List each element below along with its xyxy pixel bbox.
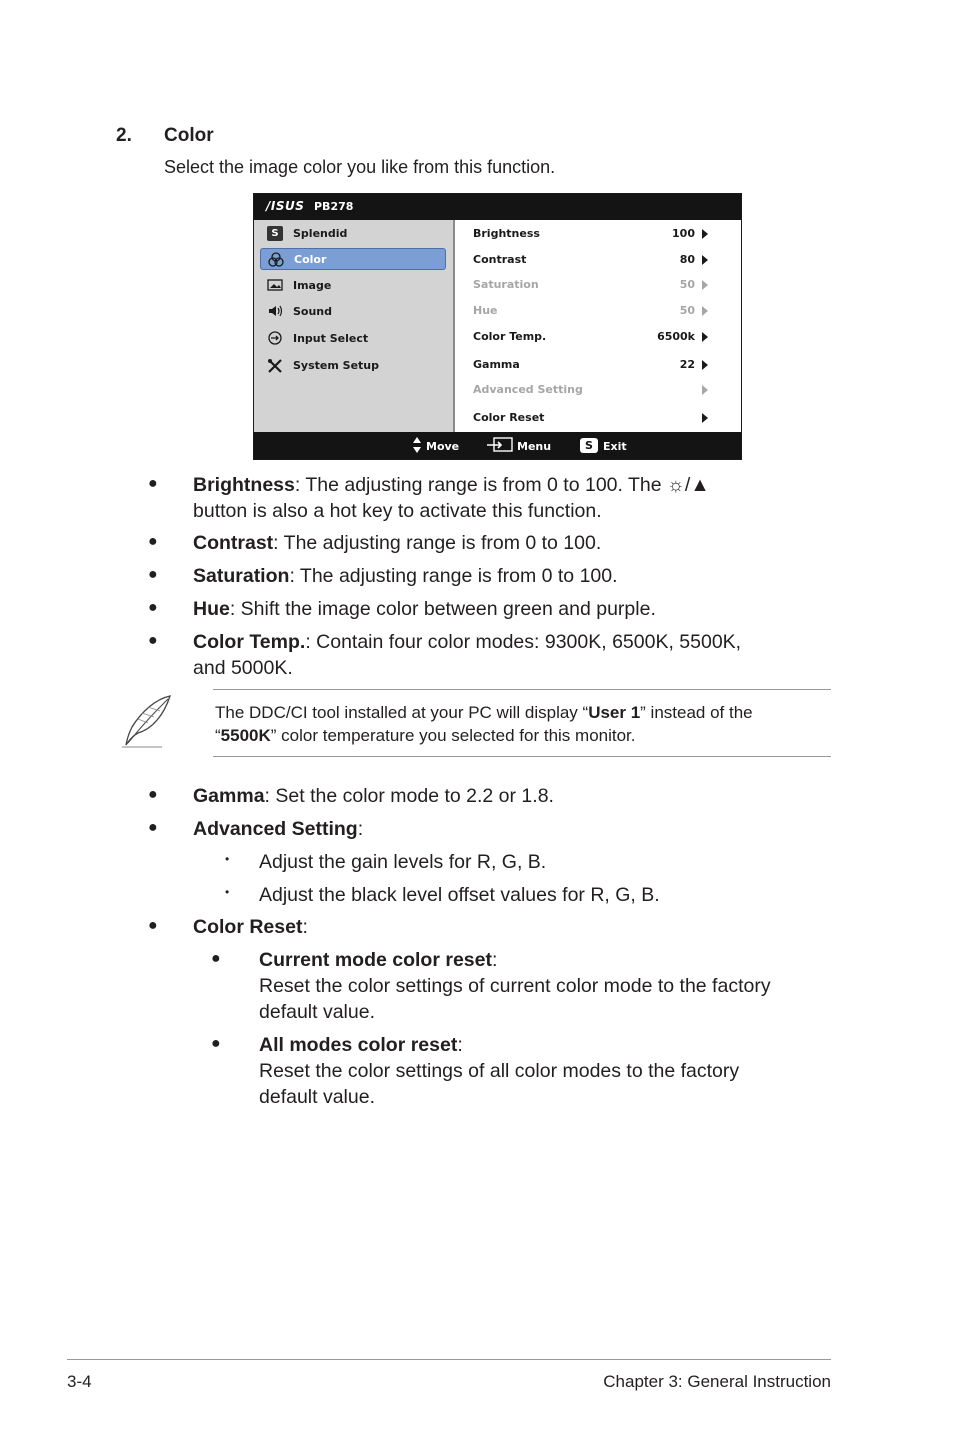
arrow-right-icon: [702, 360, 708, 370]
image-icon: [267, 278, 283, 293]
up-down-arrow-icon: [412, 436, 422, 457]
osd-model: PB278: [314, 200, 354, 213]
menu-item-splendid[interactable]: [260, 223, 446, 245]
menu-item-label: Splendid: [293, 227, 348, 240]
splendid-s-icon: S: [267, 226, 283, 241]
bullet-icon: ●: [211, 950, 221, 967]
bullet-all-modes-reset: All modes color reset: Reset the color settings of all color modes to the factory default value.: [259, 1034, 740, 1108]
speaker-icon: [267, 304, 283, 319]
section-intro: Select the image color you like from this function.: [164, 157, 556, 177]
bullet-hue: Hue: Shift the image color between green and purple.: [193, 598, 656, 620]
setting-advanced: [473, 381, 725, 399]
bullet-advanced-setting: Advanced Setting:: [193, 818, 364, 840]
sub-bullet-black-level: Adjust the black level offset values for R, G, B.: [259, 884, 660, 906]
term: Color Temp.: [193, 631, 306, 653]
color-wheel-icon: [268, 252, 284, 267]
menu-item-label: Input Select: [293, 332, 369, 345]
setting-label: Brightness: [473, 227, 540, 240]
bullet-icon: ●: [148, 632, 158, 649]
setting-value: 50: [679, 304, 695, 317]
bullet-current-mode-reset: Current mode color reset: Reset the color settings of current color mode to the factory default value.: [259, 949, 771, 1023]
osd-main-menu: [254, 220, 453, 432]
menu-enter-icon: [486, 437, 514, 456]
sub-bullet-gain: Adjust the gain levels for R, G, B.: [259, 851, 547, 873]
arrow-right-icon: [702, 413, 708, 423]
term: All modes color reset: [259, 1034, 458, 1056]
footer-menu: Menu: [517, 440, 552, 453]
bullet-contrast: Contrast: The adjusting range is from 0 to 100.: [193, 532, 602, 554]
term: Gamma: [193, 785, 265, 807]
setting-label: Saturation: [473, 278, 539, 291]
menu-item-label: System Setup: [293, 359, 379, 372]
osd-color-submenu: [455, 220, 741, 432]
exit-s-icon: S: [580, 438, 598, 453]
osd-footer: [254, 432, 741, 459]
setting-color-reset[interactable]: [473, 409, 725, 427]
setting-saturation: [473, 276, 725, 294]
setting-brightness[interactable]: [473, 225, 725, 243]
arrow-right-icon: [702, 255, 708, 265]
menu-item-sound[interactable]: [260, 301, 446, 323]
chapter-title: Chapter 3: General Instruction: [603, 1372, 831, 1391]
term: Current mode color reset: [259, 949, 492, 971]
setting-value: 50: [679, 278, 695, 291]
term: Brightness: [193, 474, 295, 496]
term: Saturation: [193, 565, 290, 587]
arrow-right-icon: [702, 280, 708, 290]
setting-gamma[interactable]: [473, 356, 725, 374]
bullet-icon: ●: [148, 475, 158, 492]
page-number: 3-4: [67, 1372, 92, 1391]
menu-item-image[interactable]: [260, 275, 446, 297]
bullet-color-temp: Color Temp.: Contain four color modes: 9300K, 6500K, 5500K, and 5000K.: [193, 631, 742, 679]
sub-bullet-icon: •: [225, 852, 230, 866]
footer-rule: [67, 1359, 831, 1360]
menu-item-label: Color: [294, 253, 327, 266]
arrow-right-icon: [702, 229, 708, 239]
term: Contrast: [193, 532, 274, 554]
bullet-saturation: Saturation: The adjusting range is from 0 to 100.: [193, 565, 618, 587]
setting-contrast[interactable]: [473, 251, 725, 269]
setting-value: 22: [679, 358, 695, 371]
brightness-hotkey-icon: ☼/▲: [667, 474, 710, 496]
osd-menu-screenshot: [253, 193, 742, 460]
setting-label: Color Temp.: [473, 330, 547, 343]
setting-value: 80: [679, 253, 695, 266]
bullet-icon: ●: [148, 533, 158, 550]
menu-item-label: Sound: [293, 305, 333, 318]
note-top-rule: [213, 689, 831, 690]
bullet-brightness: Brightness: The adjusting range is from 0 to 100. The ☼/▲ button is also a hot key to activate this function.: [193, 474, 710, 522]
setting-hue: [473, 302, 725, 320]
arrow-right-icon: [702, 332, 708, 342]
setting-label: Hue: [473, 304, 498, 317]
bullet-icon: ●: [148, 786, 158, 803]
term: Hue: [193, 598, 230, 620]
footer-exit: Exit: [603, 440, 627, 453]
bullet-icon: ●: [148, 819, 158, 836]
section-title: Color: [164, 125, 214, 146]
footer-move: Move: [426, 440, 460, 453]
menu-item-color[interactable]: [260, 248, 446, 270]
bullet-icon: ●: [211, 1035, 221, 1052]
setting-label: Color Reset: [473, 411, 545, 424]
input-select-icon: [267, 331, 283, 346]
setting-value: 6500k: [657, 330, 695, 343]
note-bottom-rule: [213, 756, 831, 757]
term: Advanced Setting: [193, 818, 358, 840]
setting-label: Contrast: [473, 253, 527, 266]
note-text: The DDC/CI tool installed at your PC will display “User 1” instead of the “5500K” color temperature you selected for this monitor.: [215, 703, 753, 745]
setting-label: Advanced Setting: [473, 383, 583, 396]
menu-item-system-setup[interactable]: [260, 355, 446, 377]
bullet-gamma: Gamma: Set the color mode to 2.2 or 1.8.: [193, 785, 554, 807]
setting-color-temp[interactable]: [473, 328, 725, 346]
tools-icon: [267, 358, 283, 373]
setting-label: Gamma: [473, 358, 520, 371]
sub-bullet-icon: •: [225, 885, 230, 899]
asus-logo: /ISUS: [266, 199, 305, 213]
bullet-icon: ●: [148, 599, 158, 616]
menu-item-input-select[interactable]: [260, 328, 446, 350]
arrow-right-icon: [702, 385, 708, 395]
term: Color Reset: [193, 916, 303, 938]
bullet-color-reset: Color Reset:: [193, 916, 308, 938]
bullet-icon: ●: [148, 917, 158, 934]
bullet-icon: ●: [148, 566, 158, 583]
menu-item-label: Image: [293, 279, 332, 292]
section-number: 2.: [116, 125, 132, 146]
arrow-right-icon: [702, 306, 708, 316]
feather-pen-icon: [118, 693, 176, 754]
osd-header: [254, 194, 741, 220]
setting-value: 100: [672, 227, 695, 240]
